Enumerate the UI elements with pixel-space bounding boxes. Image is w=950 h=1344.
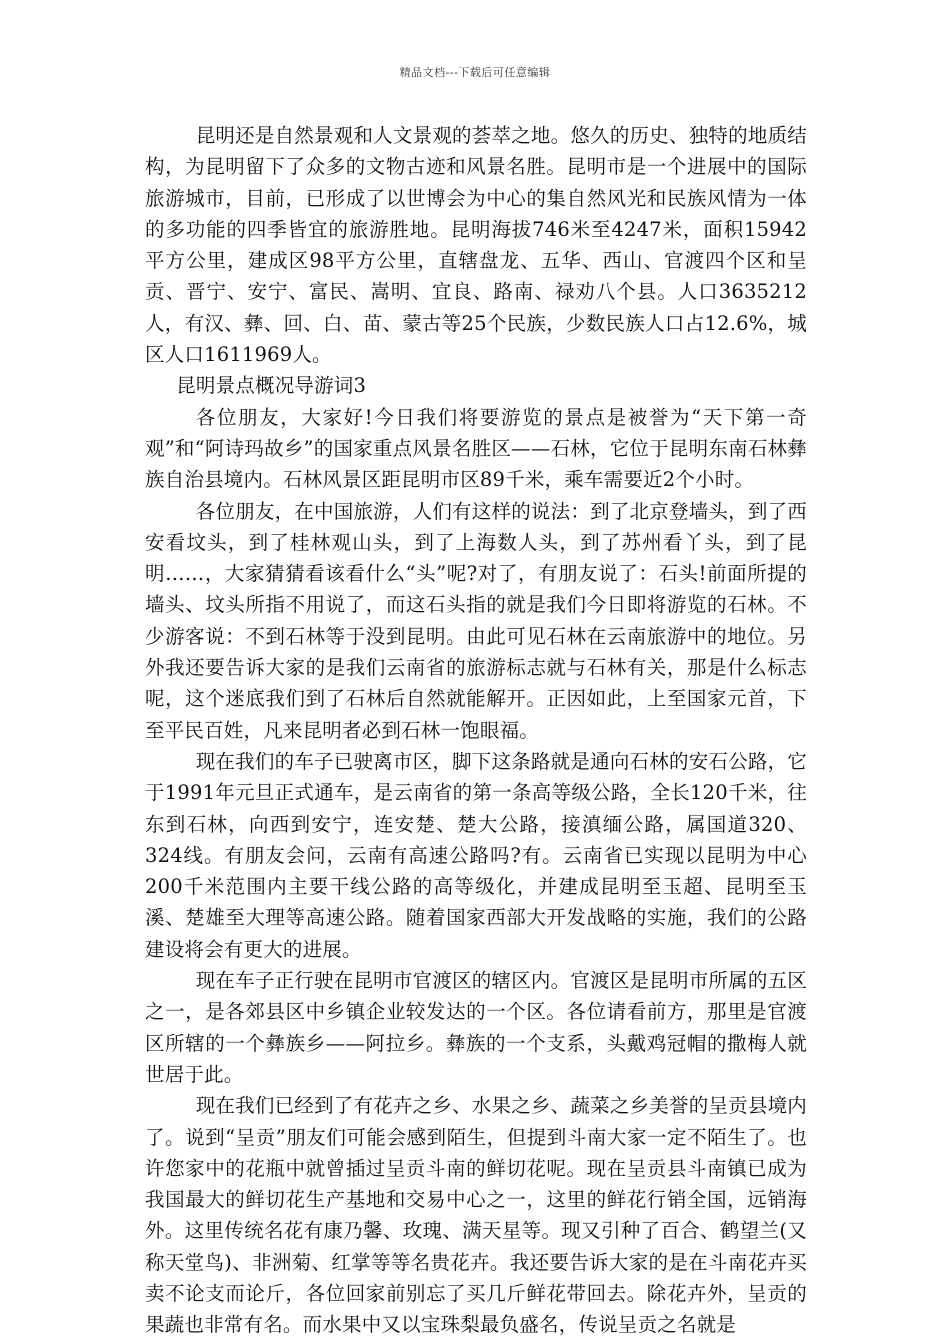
document-body: [145, 120, 807, 1341]
paragraph-stone-forest-intro: 各位朋友，大家好!今日我们将要游览的景点是被誉为“天下第一奇观”和“阿诗玛故乡”的国家重点风景名胜区——石林，它位于昆明东南石林彝族自治县境内。石林风景区距昆明市区89千米，乘车需要近2个小时。: [145, 405, 807, 492]
section-heading: 昆明景点概况导游词3: [176, 374, 367, 398]
page-header: 精品文档---下载后可任意编辑: [399, 66, 551, 79]
paragraph-kunming-overview: 昆明还是自然景观和人文景观的荟萃之地。悠久的历史、独特的地质结构，为昆明留下了众多的文物古迹和风景名胜。昆明市是一个进展中的国际旅游城市，目前，已形成了以世博会为中心的集自然风光和民族风情为一体的多功能的四季皆宜的旅游胜地。昆明海拔746米至4247米，面积15942平方公里，建成区98平方公里，直辖盘龙、五华、西山、官渡四个区和呈贡、晋宁、安宁、富民、嵩明、宜良、路南、禄劝八个县。人口3635212人，有汉、彝、回、白、苗、蒙古等25个民族，少数民族人口占12.6%，城区人口1611969人。: [145, 124, 807, 367]
paragraph-guandu-district: 现在车子正行驶在昆明市官渡区的辖区内。官渡区是昆明市所属的五区之一，是各郊县区中乡镇企业较发达的一个区。各位请看前方，那里是官渡区所辖的一个彝族乡——阿拉乡。彝族的一个支系，头戴鸡冠帽的撒梅人就世居于此。: [145, 969, 807, 1086]
paragraph-anshi-highway: 现在我们的车子已驶离市区，脚下这条路就是通向石林的安石公路，它于1991年元旦正式通车，是云南省的第一条高等级公路，全长120千米，往东到石林，向西到安宁，连安楚、楚大公路，接滇缅公路，属国道320、324线。有朋友会问，云南有高速公路吗?有。云南省已实现以昆明为中心200千米范围内主要干线公路的高等级化，并建成昆明至玉超、昆明至玉溪、楚雄至大理等高速公路。随着国家西部大开发战略的实施，我们的公路建设将会有更大的进展。: [145, 749, 807, 961]
paragraph-chenggong-county: 现在我们已经到了有花卉之乡、水果之乡、蔬菜之乡美誉的呈贡县境内了。说到“呈贡”朋友们可能会感到陌生，但提到斗南大家一定不陌生了。也许您家中的花瓶中就曾插过呈贡斗南的鲜切花呢。现在呈贡县斗南镇已成为我国最大的鲜切花生产基地和交易中心之一，这里的鲜花行销全国，远销海外。这里传统名花有康乃馨、玫瑰、满天星等。现又引种了百合、鹤望兰(又称天堂鸟)、非洲菊、红掌等等名贵花卉。我还要告诉大家的是在斗南花卉买卖不论支而论斤，各位回家前别忘了买几斤鲜花带回去。除花卉外，呈贡的果蔬也非常有名。而水果中又以宝珠梨最负盛名，传说呈贡之名就是: [145, 1094, 807, 1337]
paragraph-stone-forest-saying: 各位朋友，在中国旅游，人们有这样的说法：到了北京登墙头，到了西安看坟头，到了桂林观山头，到了上海数人头，到了苏州看丫头，到了昆明……，大家猜猜看该看什么“头”呢?对了，有朋友说了：石头!前面所提的墙头、坟头所指不用说了，而这石头指的就是我们今日即将游览的石林。不少游客说：不到石林等于没到昆明。由此可见石林在云南旅游中的地位。另外我还要告诉大家的是我们云南省的旅游标志就与石林有关，那是什么标志呢，这个迷底我们到了石林后自然就能解开。正因如此，上至国家元首，下至平民百姓，凡来昆明者必到石林一饱眼福。: [145, 499, 807, 742]
